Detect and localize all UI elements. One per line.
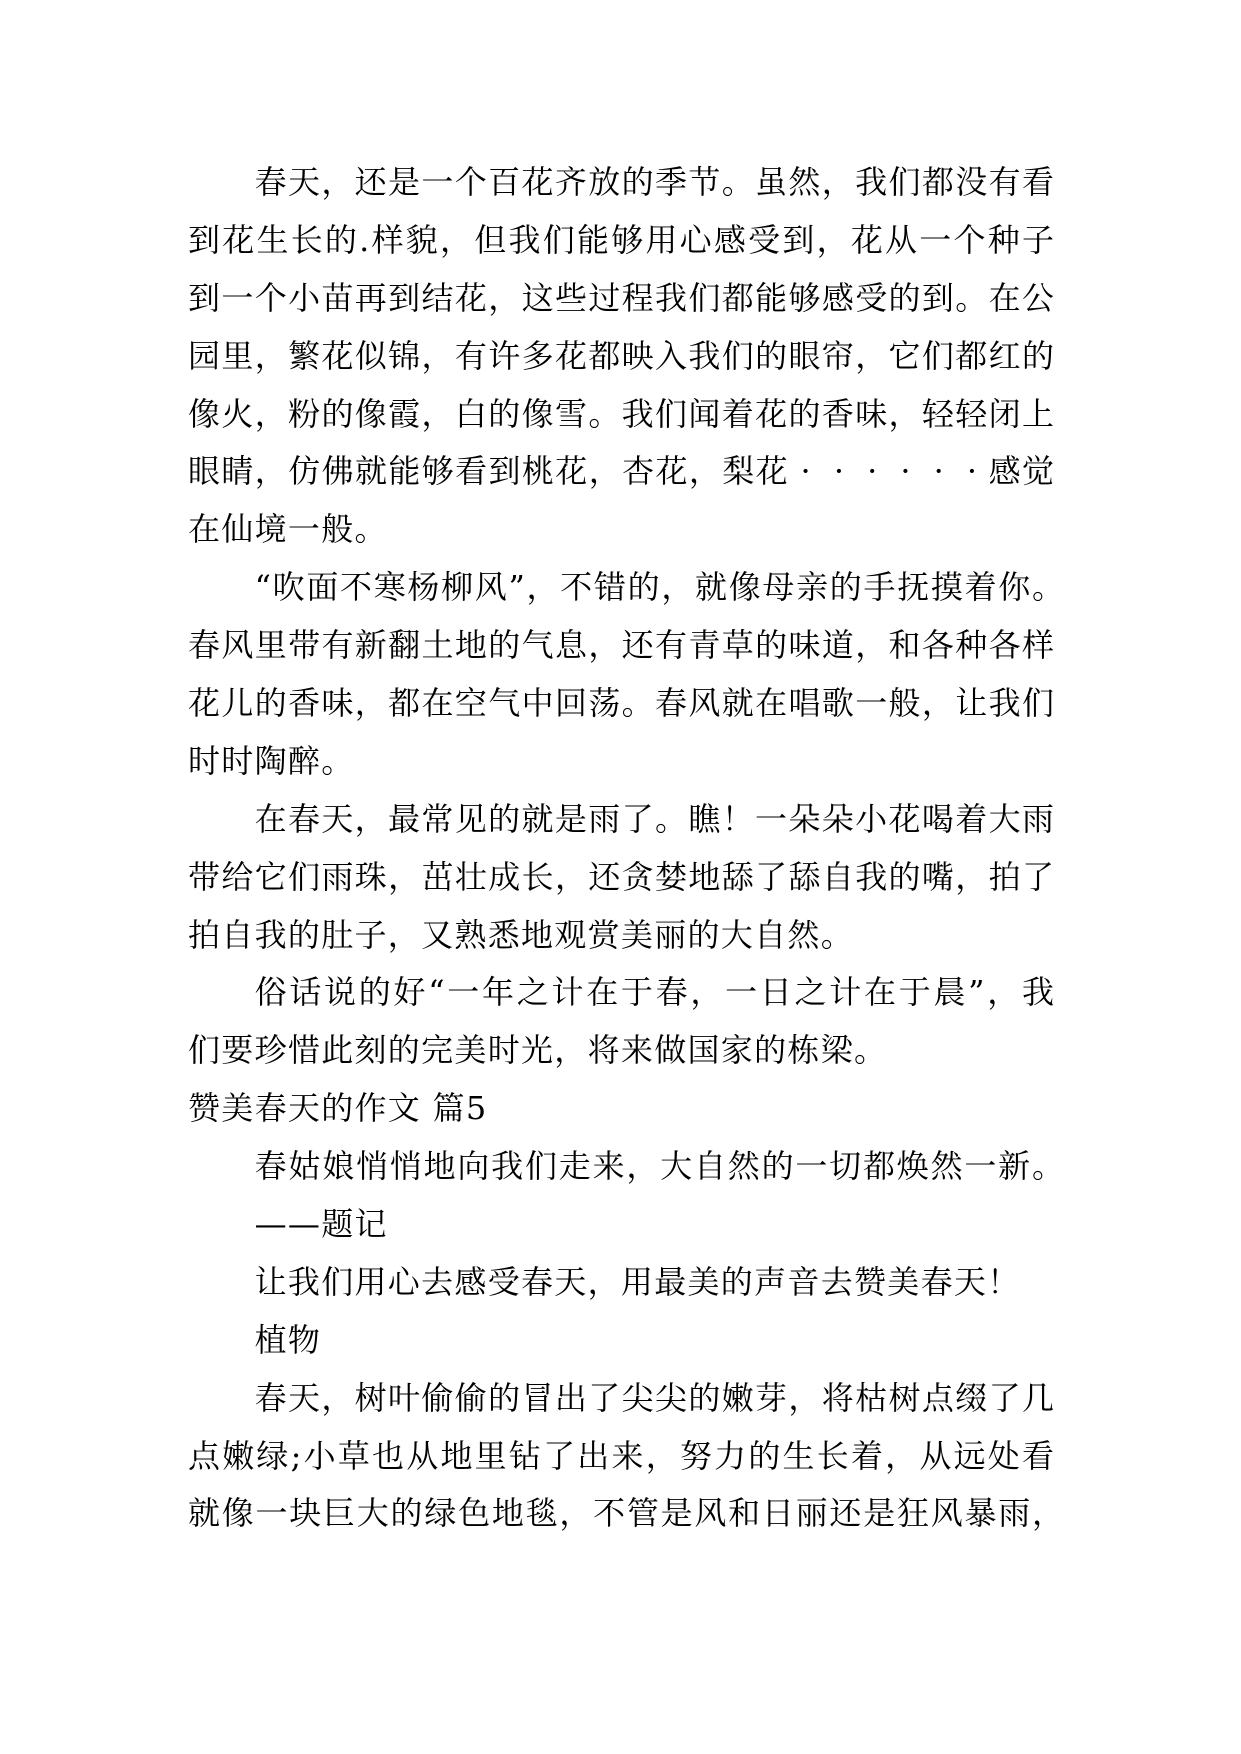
paragraph-line: 春姑娘悄悄地向我们走来，大自然的一切都焕然一新。 [254, 1147, 1066, 1186]
document-body [188, 154, 1064, 1543]
essay-section [188, 1080, 1064, 1543]
paragraph-line: 像火，粉的像霞，白的像雪。我们闻着花的香味，轻轻闭上 [188, 394, 1056, 433]
paragraph-line: 点嫩绿;小草也从地里钻了出来，努力的生长着，从远处看 [188, 1436, 1057, 1475]
paragraph-line: 时时陶醉。 [188, 741, 355, 780]
paragraph-line: 花儿的香味，都在空气中回荡。春风就在唱歌一般，让我们 [188, 684, 1056, 723]
ellipsis-dots: ······ [800, 452, 1001, 491]
epigraph [188, 1138, 1064, 1196]
paragraph-line: 春天，树叶偷偷的冒出了尖尖的嫩芽，将枯树点缀了几 [254, 1378, 1056, 1417]
paragraph-spring-wind [188, 559, 1064, 791]
paragraph-line: 俗话说的好“一年之计在于春，一日之计在于晨”，我 [254, 973, 1057, 1012]
paragraph-plants [188, 1370, 1064, 1544]
paragraph-line: 就像一块巨大的绿色地毯，不管是风和日丽还是狂风暴雨， [188, 1494, 1066, 1533]
paragraph-line: 园里，繁花似锦，有许多花都映入我们的眼帘，它们都红的 [188, 336, 1056, 375]
paragraph-line: 让我们用心去感受春天，用最美的声音去赞美春天！ [254, 1262, 1021, 1301]
paragraph-line: 带给它们雨珠，茁壮成长，还贪婪地舔了舔自我的嘴，拍了 [188, 857, 1056, 896]
paragraph-proverb [188, 964, 1064, 1080]
paragraph-line: 们要珍惜此刻的完美时光，将来做国家的栋梁。 [188, 1031, 888, 1070]
paragraph-rain [188, 791, 1064, 965]
section-heading: 赞美春天的作文 篇5 [188, 1089, 488, 1128]
paragraph-line: 拍自我的肚子，又熟悉地观赏美丽的大自然。 [188, 915, 855, 954]
paragraph-line: ——题记 [254, 1205, 388, 1244]
paragraph-line: 在春天，最常见的就是雨了。瞧！一朵朵小花喝着大雨 [254, 799, 1056, 838]
paragraph-line: 在仙境一般。 [188, 510, 388, 549]
paragraph-line: 春天，还是一个百花齐放的季节。虽然，我们都没有看 [254, 163, 1056, 201]
subheading-plants [188, 1312, 1064, 1370]
paragraph-line: 植物 [254, 1320, 322, 1359]
epigraph-attribution [188, 1196, 1064, 1254]
paragraph-line: 眼睛，仿佛就能够看到桃花，杏花，梨花 ······感觉 [188, 452, 1056, 491]
paragraph-line: “吹面不寒杨柳风”，不错的，就像母亲的手抚摸着你。 [254, 568, 1066, 607]
paragraph-flowers [188, 154, 1064, 559]
paragraph-line: 春风里带有新翻土地的气息，还有青草的味道，和各种各样 [188, 626, 1056, 665]
paragraph-line: 到一个小苗再到结花，这些过程我们都能够感受的到。在公 [188, 278, 1056, 317]
intro-sentence [188, 1254, 1064, 1312]
paragraph-line: 到花生长的.样貌，但我们能够用心感受到，花从一个种子 [188, 220, 1057, 259]
